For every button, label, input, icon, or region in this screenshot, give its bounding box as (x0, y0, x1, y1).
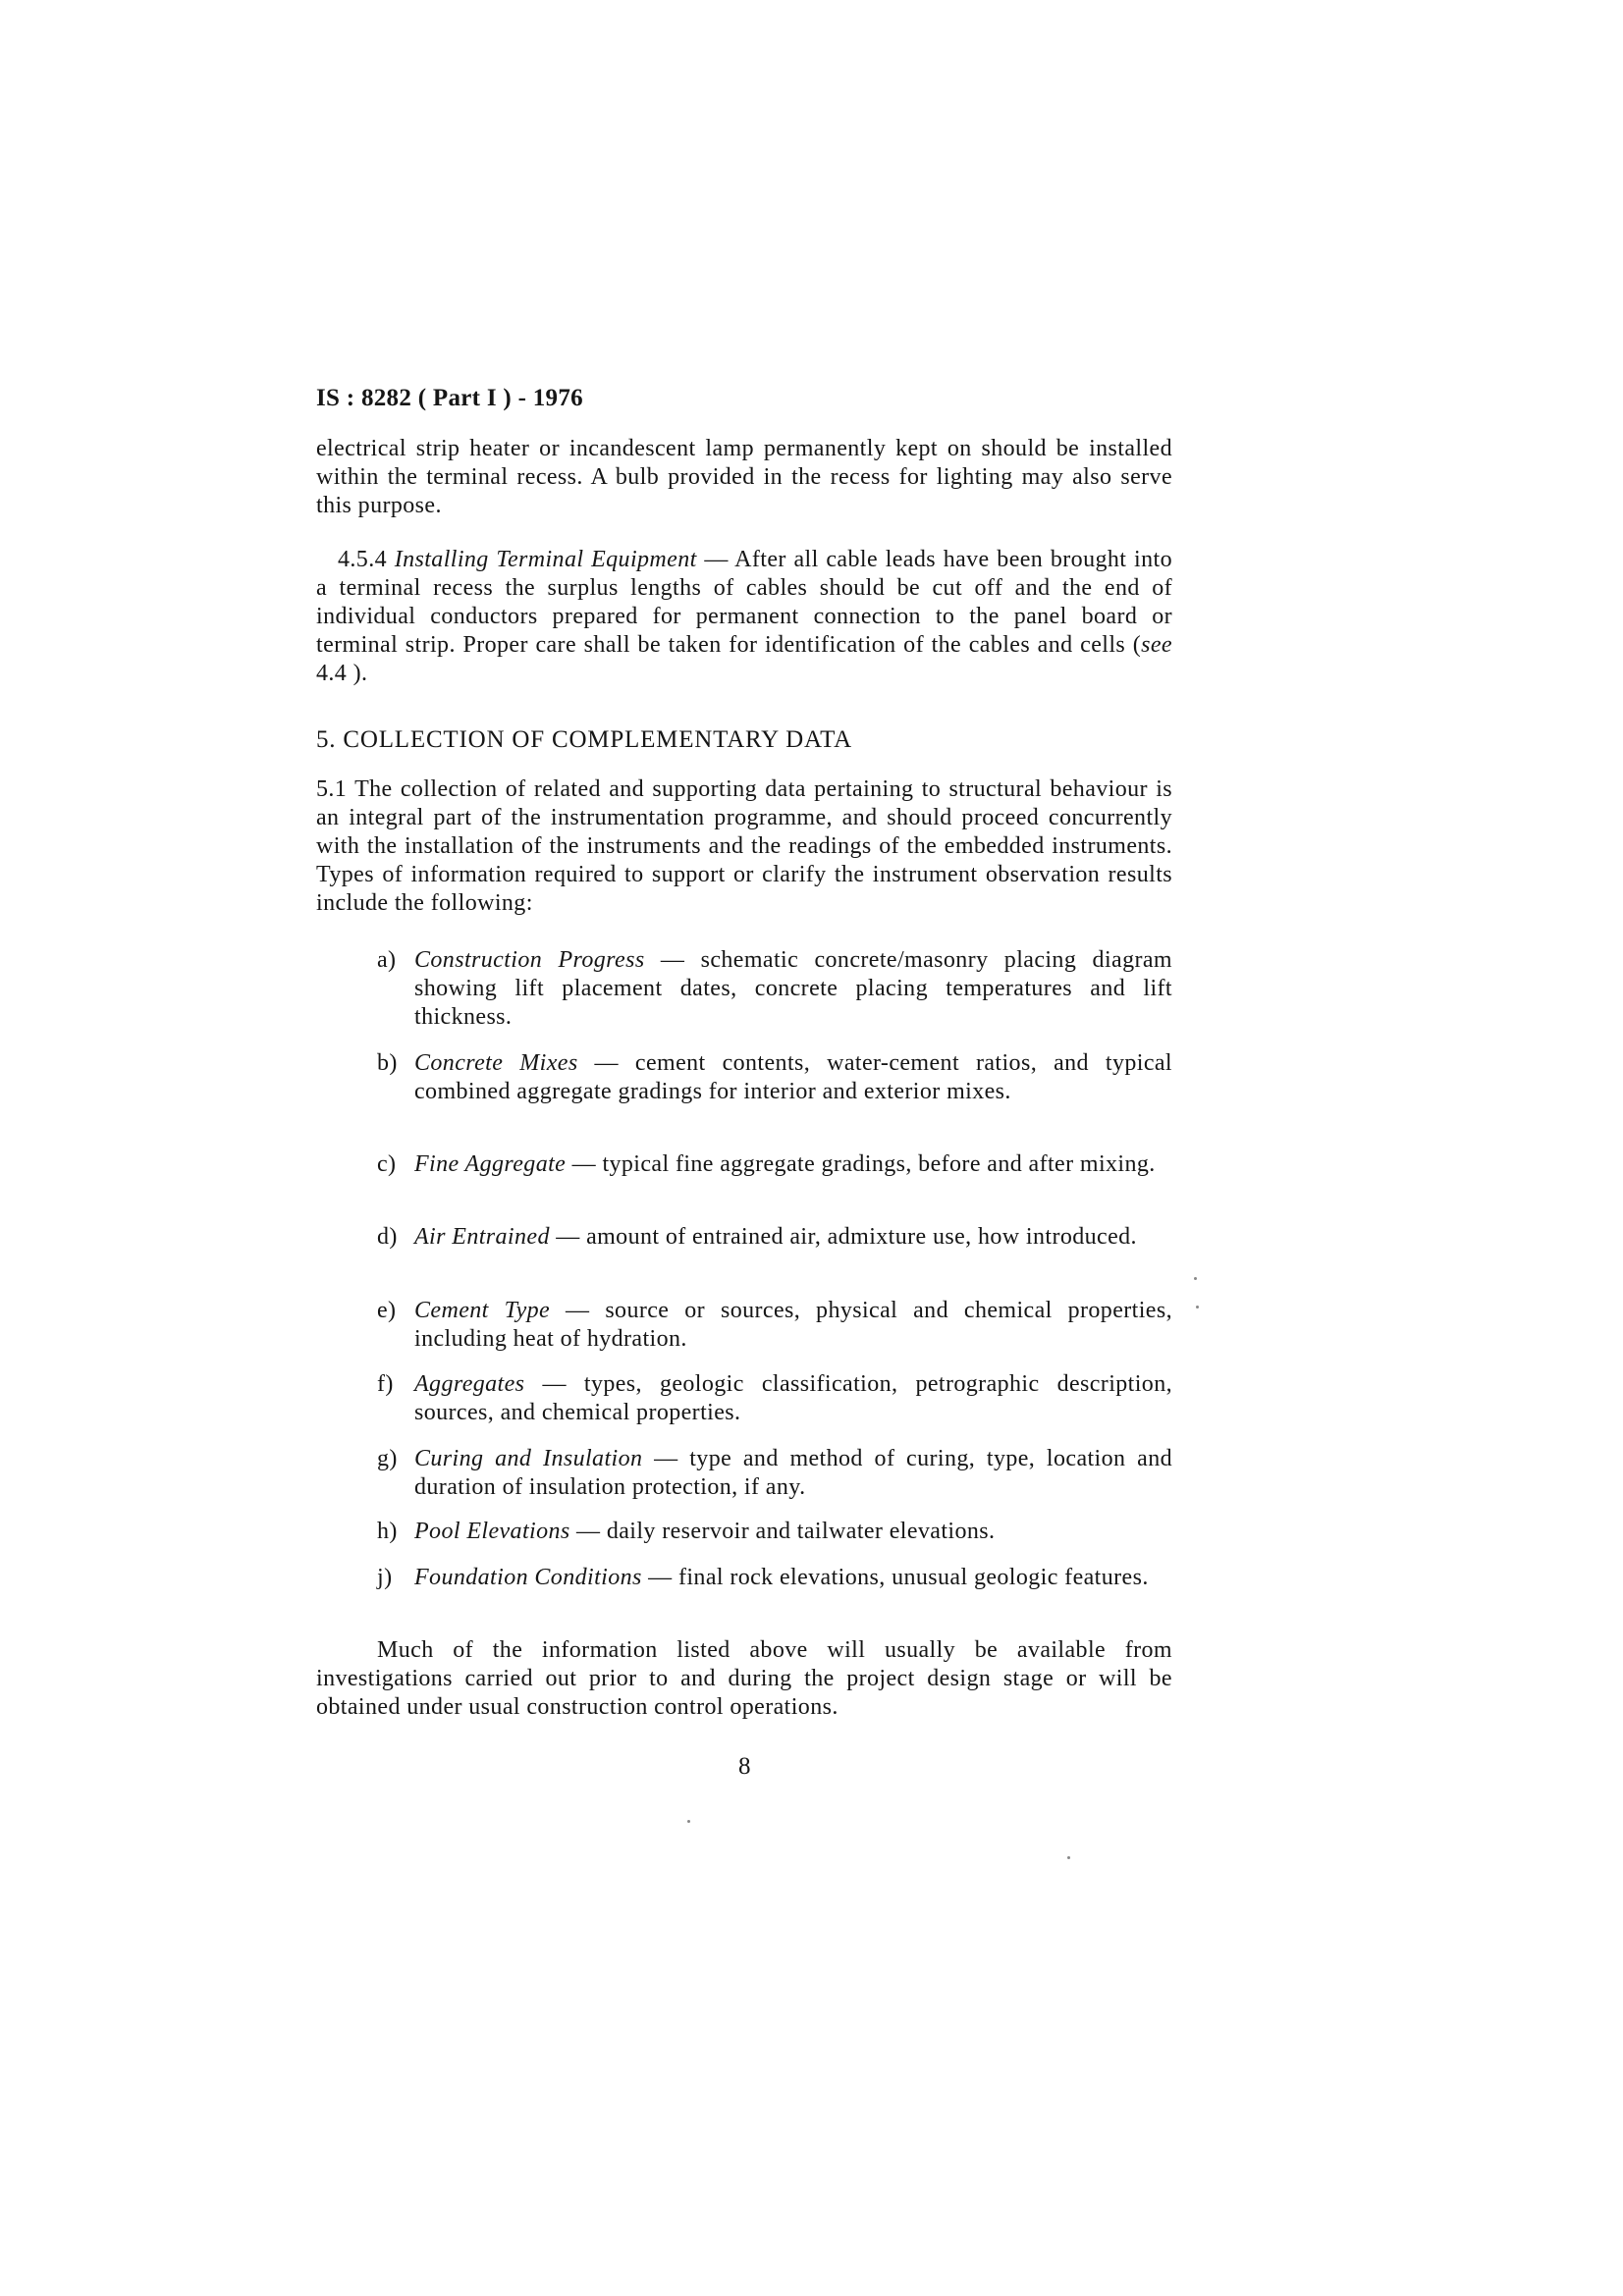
list-item-dash: — (566, 1151, 603, 1177)
list-item-dash: — (524, 1371, 584, 1397)
list-item (377, 1564, 1172, 1592)
clause-5-1 (316, 775, 1172, 918)
list-item-text: typical fine aggregate gradings, before and after mixing. (602, 1151, 1156, 1177)
list-item (377, 1518, 1172, 1546)
list-item-text: amount of entrained air, admixture use, how introduced. (586, 1224, 1137, 1250)
list-item-text: cement contents, water-cement ratios, and typical combined aggregate gradings for interior and exterior mixes. (414, 1050, 1172, 1104)
list-item-label: c) (377, 1151, 397, 1177)
list-item-text: types, geologic classification, petrographic description, sources, and chemical properties. (414, 1371, 1173, 1425)
list-item-dash: — (569, 1519, 607, 1544)
see-reference: see (1141, 632, 1172, 658)
closing-paragraph (316, 1636, 1172, 1722)
list-item (377, 1150, 1172, 1179)
list-item-text: final rock elevations, unusual geologic features. (677, 1565, 1149, 1590)
list-item-dash: — (577, 1050, 635, 1076)
list-item-dash: — (550, 1298, 606, 1323)
continued-paragraph: electrical strip heater or incandescent lamp permanently kept on should be installed within the terminal recess. A bulb provided in the recess for lighting may also serve this purpose. (316, 436, 1172, 518)
list-item-term: Construction Progress (414, 947, 645, 973)
list-item-term: Cement Type (414, 1298, 551, 1323)
list-item-text: source or sources, physical and chemical properties, including heat of hydration. (414, 1298, 1172, 1352)
list-item-label: d) (377, 1224, 398, 1250)
list-item (377, 1049, 1172, 1106)
list-item-term: Aggregates (414, 1371, 525, 1397)
closing-text: Much of the information listed above will usually be available from investigations carried out prior to and during the project design stage or will be obtained under usual construction control operations. (316, 1637, 1172, 1720)
list-item-term: Concrete Mixes (414, 1050, 578, 1076)
scan-speck (1194, 1277, 1197, 1280)
list-item-label: j) (377, 1565, 393, 1590)
list-item-dash: — (549, 1224, 587, 1250)
list-item-term: Foundation Conditions (414, 1565, 642, 1590)
list-item-dash: — (641, 1565, 678, 1590)
list-item-label: g) (377, 1446, 398, 1471)
list-item-term: Pool Elevations (414, 1519, 570, 1544)
list-item-dash: — (644, 947, 701, 973)
list-item-label: h) (377, 1519, 398, 1544)
list-item (377, 1445, 1172, 1502)
list-item-label: a) (377, 947, 397, 973)
clause-text-end: ). (352, 661, 368, 686)
scan-speck (1196, 1306, 1199, 1308)
list-item (377, 1297, 1172, 1354)
clause-text: The collection of related and supporting data pertaining to structural behaviour is an integral part of the instrumentation programme, and should proceed concurrently with the installation of the instruments and the readings of the embedded instruments. Types of information required to support or clarify the instrument observation results include the following: (316, 776, 1173, 916)
list-item-label: e) (377, 1298, 397, 1323)
scan-speck (687, 1820, 690, 1823)
scan-speck (1067, 1856, 1070, 1859)
list-item-label: b) (377, 1050, 398, 1076)
page-number: 8 (738, 1753, 751, 1780)
list-item-text: schematic concrete/masonry placing diagram showing lift placement dates, concrete placing temperatures and lift thickness. (414, 947, 1172, 1030)
list-item (377, 1370, 1172, 1427)
standard-header: IS : 8282 ( Part I ) - 1976 (316, 385, 583, 411)
list-item-dash: — (642, 1446, 690, 1471)
list-item-term: Curing and Insulation (414, 1446, 643, 1471)
section-heading: 5. COLLECTION OF COMPLEMENTARY DATA (316, 726, 852, 753)
clause-dash: — (696, 547, 735, 572)
list-item-term: Fine Aggregate (414, 1151, 567, 1177)
clause-number: 5.1 (316, 776, 348, 802)
list-item-label: f) (377, 1371, 394, 1397)
list-item-text: daily reservoir and tailwater elevations. (606, 1519, 996, 1544)
clause-text: After all cable leads have been brought into a terminal recess the surplus lengths of cables should be cut off and the end of individual conductors prepared for permanent connection to the panel board or terminal strip. Proper care shall be taken for identification of the cables and cells ( (316, 547, 1172, 658)
clause-number: 4.5.4 (338, 547, 387, 572)
reference-number: 4.4 (316, 661, 353, 686)
clause-title: Installing Terminal Equipment (394, 547, 697, 572)
list-item-text: type and method of curing, type, location and duration of insulation protection, if any. (414, 1446, 1172, 1500)
list-item (377, 946, 1172, 1032)
clause-4-5-4 (316, 546, 1172, 688)
list-item-term: Air Entrained (414, 1224, 550, 1250)
list-item (377, 1223, 1172, 1252)
